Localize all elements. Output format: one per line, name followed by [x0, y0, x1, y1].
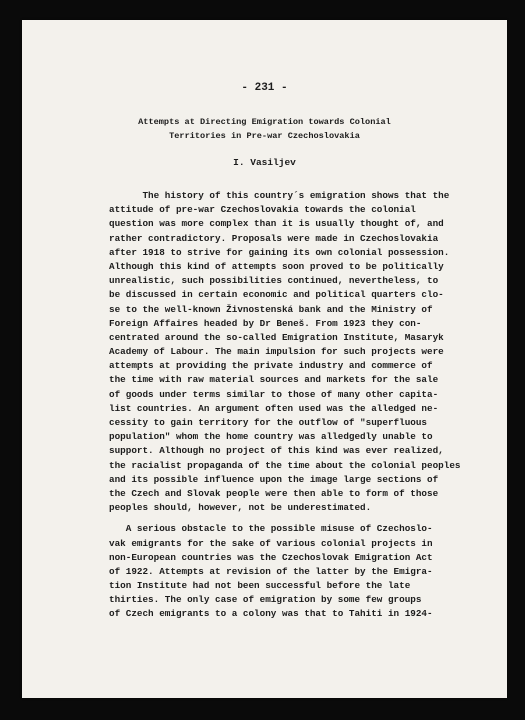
text-line: vak emigrants for the sake of various colonial projects in [109, 537, 433, 549]
text-line: Foreign Affaires headed by Dr Beneš. From 1923 they con- [109, 317, 422, 329]
paragraph [109, 189, 499, 515]
paragraph [109, 522, 499, 621]
text-line: after 1918 to strive for gaining its own colonial possession. [109, 246, 450, 258]
text-line: se to the well-known Živnostenská bank and the Ministry of [109, 303, 433, 315]
text-line: the racialist propaganda of the time about the colonial peoples [109, 459, 461, 471]
text-line: be discussed in certain economic and political quarters clo- [109, 289, 444, 301]
document-page [22, 20, 507, 698]
title-line: Territories in Pre-war Czechoslovakia [169, 131, 360, 141]
text-line: population" whom the home country was alledgedly unable to [109, 431, 433, 443]
text-line: the time with raw material sources and markets for the sale [109, 374, 439, 386]
page-number: - 231 - [241, 82, 288, 94]
text-line: rather contradictory. Proposals were made in Czechoslovakia [109, 232, 439, 244]
text-line: cessity to gain territory for the outflow of "superfluous [109, 417, 428, 428]
author-name: I. Vasiljev [233, 157, 296, 168]
text-line: of 1922. Attempts at revision of the latter by the Emigra- [109, 565, 433, 577]
paragraph-gap [109, 515, 499, 522]
title-line: Attempts at Directing Emigration towards Colonial [138, 117, 391, 127]
text-line: attempts at providing the private industry and commerce of [109, 360, 433, 372]
text-line: Although this kind of attempts soon proved to be politically [109, 260, 444, 272]
document-title [22, 115, 507, 143]
body-text [109, 189, 499, 622]
text-line: of goods under terms similar to those of many other capita- [109, 388, 439, 400]
text-line: The history of this country´s emigration shows that the [109, 190, 450, 201]
text-line: tion Institute had not been successful before the late [109, 580, 411, 592]
text-line: support. Although no project of this kind was ever realized, [109, 445, 444, 457]
text-line: A serious obstacle to the possible misuse of Czechoslo- [109, 523, 433, 535]
text-line: and its possible influence upon the image large sections of [109, 473, 439, 485]
text-line: peoples should, however, not be underestimated. [109, 502, 372, 514]
text-line: Academy of Labour. The main impulsion for such projects were [109, 346, 444, 358]
text-line: centrated around the so-called Emigration Institute, Masaryk [109, 331, 444, 343]
text-line: question was more complex than it is usually thought of, and [109, 218, 444, 230]
text-line: the Czech and Slovak people were then able to form of those [109, 487, 439, 499]
text-line: non-European countries was the Czechoslovak Emigration Act [109, 551, 433, 563]
text-line: thirties. The only case of emigration by some few groups [109, 594, 422, 606]
text-line: unrealistic, such possibilities continued, nevertheless, to [109, 275, 439, 287]
text-line: list countries. An argument often used was the alledged ne- [109, 402, 439, 414]
text-line: of Czech emigrants to a colony was that to Tahiti in 1924- [109, 608, 433, 620]
text-line: attitude of pre-war Czechoslovakia towards the colonial [109, 204, 416, 216]
